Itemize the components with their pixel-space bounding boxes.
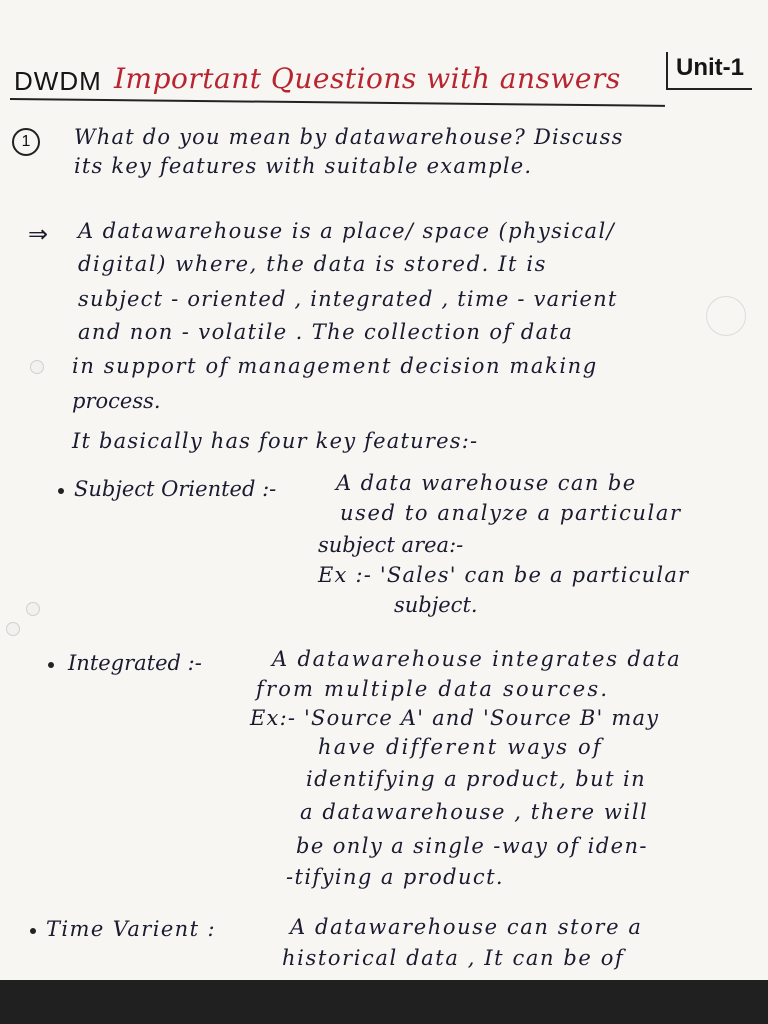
paper-hole-mark [26,602,40,616]
answer-line-6: process. [72,389,161,413]
feature-time-varient-line-2: historical data , It can be of [282,946,625,970]
feature-integrated-line-2: from multiple data sources. [256,677,610,701]
title-underline [10,98,665,107]
feature-integrated-line-7: be only a single -way of iden- [296,834,648,858]
feature-bullet [48,662,54,668]
feature-integrated-line-1: A datawarehouse integrates data [272,647,682,671]
feature-subject-oriented-line-5: subject. [394,593,478,617]
feature-integrated-line-4: have different ways of [318,735,603,759]
feature-integrated-line-3: Ex:- 'Source A' and 'Source B' may [250,706,660,730]
feature-subject-oriented-line-1: A data warehouse can be [336,471,637,495]
feature-bullet [30,928,36,934]
feature-integrated-name: Integrated :- [68,651,202,675]
answer-line-1: A datawarehouse is a place/ space (physical/ [78,219,616,243]
unit-label: Unit-1 [666,52,752,90]
faint-circle-mark [706,296,746,336]
answer-line-2: digital) where, the data is stored. It is [78,252,548,276]
feature-subject-oriented-line-2: used to analyze a particular [340,501,682,525]
feature-integrated-line-8: -tifying a product. [286,865,505,889]
subject-label: DWDM [14,66,102,96]
paper-hole-mark [6,622,20,636]
feature-subject-oriented-line-3: subject area:- [318,533,464,557]
photo-background-edge [0,980,768,1024]
feature-subject-oriented-line-4: Ex :- 'Sales' can be a particular [318,563,690,587]
question-line-1: What do you mean by datawarehouse? Discuss [74,125,624,149]
feature-integrated-line-5: identifying a product, but in [306,767,647,791]
answer-intro: It basically has four key features:- [72,429,479,453]
feature-integrated-line-6: a datawarehouse , there will [300,800,649,824]
answer-line-3: subject - oriented , integrated , time - varient [78,287,618,311]
feature-time-varient-name: Time Varient : [46,917,216,941]
page-title: Important Questions with answers [114,62,621,95]
answer-arrow: ⇒ [28,220,49,248]
page-header [10,48,760,108]
feature-subject-oriented-name: Subject Oriented :- [74,477,277,501]
feature-time-varient-line-1: A datawarehouse can store a [290,915,643,939]
answer-line-5: in support of management decision making [72,354,598,378]
answer-line-4: and non - volatile . The collection of data [78,320,574,344]
question-line-2: its key features with suitable example. [74,154,533,178]
question-number: 1 [12,128,40,156]
feature-bullet [58,488,64,494]
paper-hole-mark [30,360,44,374]
